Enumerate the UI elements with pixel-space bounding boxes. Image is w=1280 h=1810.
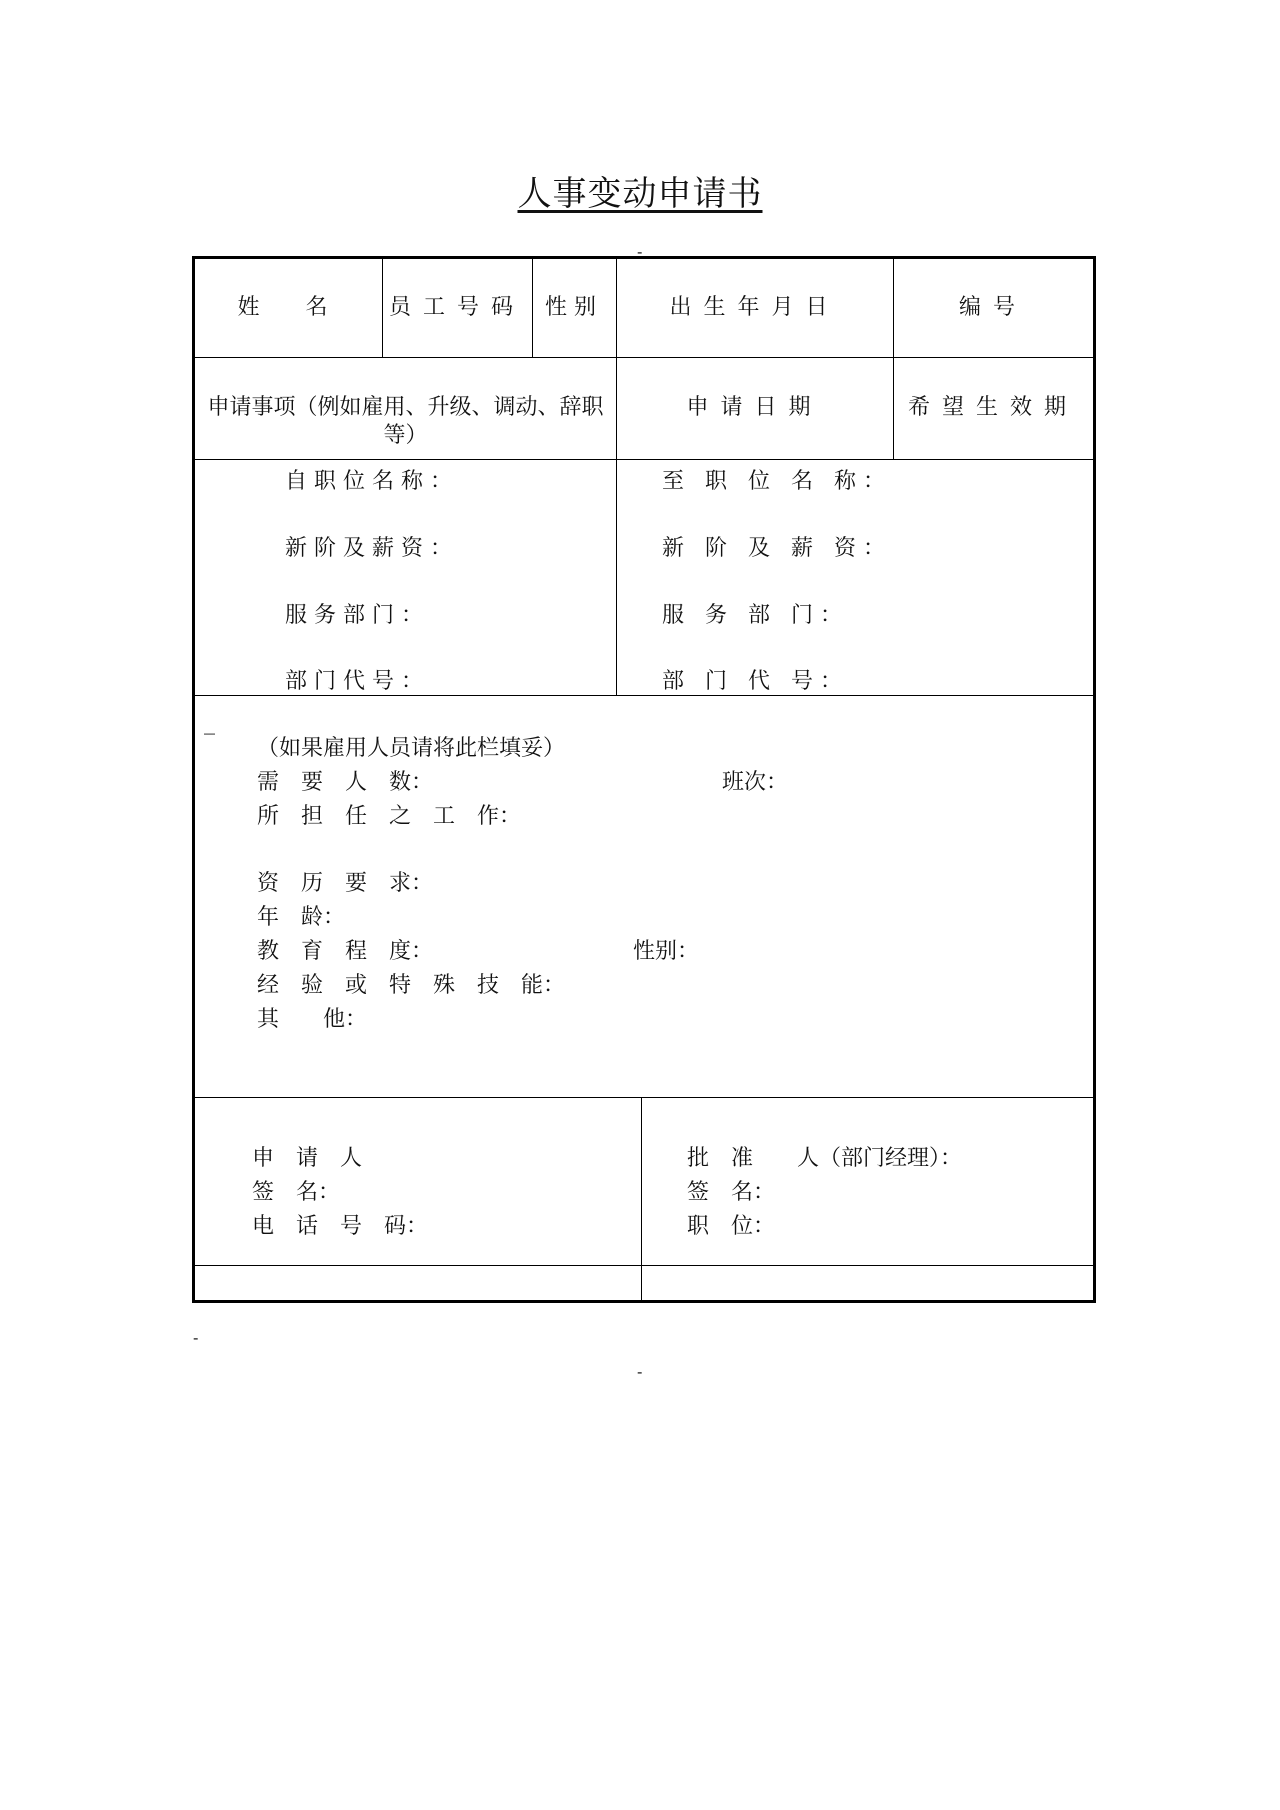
from-position-label: 自职位名称： [285, 469, 460, 494]
header-gender: 性别 [544, 295, 603, 320]
from-dept-code-label: 部门代号： [285, 669, 431, 694]
from-department-label: 服务部门： [285, 603, 431, 628]
from-grade-salary-label: 新阶及薪资： [285, 536, 460, 561]
row-divider-4 [195, 1097, 1093, 1098]
document-title: 人事变动申请书 [517, 174, 763, 214]
duties-label: 所 担 任 之 工 作： [257, 804, 522, 829]
education-label: 教 育 程 度： [257, 939, 434, 964]
mark-bottom-center: - [637, 1362, 643, 1381]
to-dept-code-label: 部 门 代 号： [662, 669, 849, 694]
to-department-label: 服 务 部 门： [662, 603, 849, 628]
header-employee-no: 员工号码 [388, 295, 525, 320]
shift-label: 班次： [722, 770, 789, 795]
row-divider-3 [195, 695, 1093, 696]
request-item-line1: 申请事项（例如雇用、升级、调动、辞职 [207, 395, 604, 420]
header-birth-date: 出生年月日 [669, 295, 840, 320]
effective-date-label: 希望生效期 [907, 395, 1078, 420]
hiring-note: （如果雇用人员请将此栏填妥） [257, 736, 566, 761]
col-divider-e [641, 1097, 642, 1303]
other-label: 其 他： [257, 1007, 368, 1032]
mark-bottom-left: - [193, 1328, 199, 1347]
headcount-label: 需 要 人 数： [257, 770, 434, 795]
approver-label: 批 准 人（部门经理）： [687, 1146, 963, 1171]
request-item-line2: 等） [383, 423, 428, 448]
header-serial-no: 编号 [958, 295, 1027, 320]
gender-requirement-label: 性别： [633, 939, 700, 964]
row-divider-2 [195, 459, 1093, 460]
form-table [192, 256, 1096, 1303]
approver-signature-label: 签 名： [687, 1180, 776, 1205]
to-position-label: 至 职 位 名 称： [662, 469, 892, 494]
mark-top: - [637, 242, 643, 261]
header-name: 姓 名 [237, 295, 340, 320]
age-label: 年 龄： [257, 905, 346, 930]
to-grade-salary-label: 新 阶 及 薪 资： [662, 536, 892, 561]
request-date-label: 申请日期 [686, 395, 823, 420]
mark-section: _ [204, 710, 215, 735]
col-divider-c [616, 259, 617, 695]
experience-label: 经 验 或 特 殊 技 能： [257, 973, 566, 998]
applicant-signature-label: 签 名： [252, 1180, 341, 1205]
row-divider-1 [195, 357, 1093, 358]
approver-position-label: 职 位： [687, 1214, 776, 1239]
row-divider-5 [195, 1265, 1093, 1266]
applicant-phone-label: 电 话 号 码： [252, 1214, 429, 1239]
col-divider-d [893, 259, 894, 459]
applicant-label: 申 请 人 [252, 1146, 363, 1171]
qualifications-label: 资 历 要 求： [257, 871, 434, 896]
